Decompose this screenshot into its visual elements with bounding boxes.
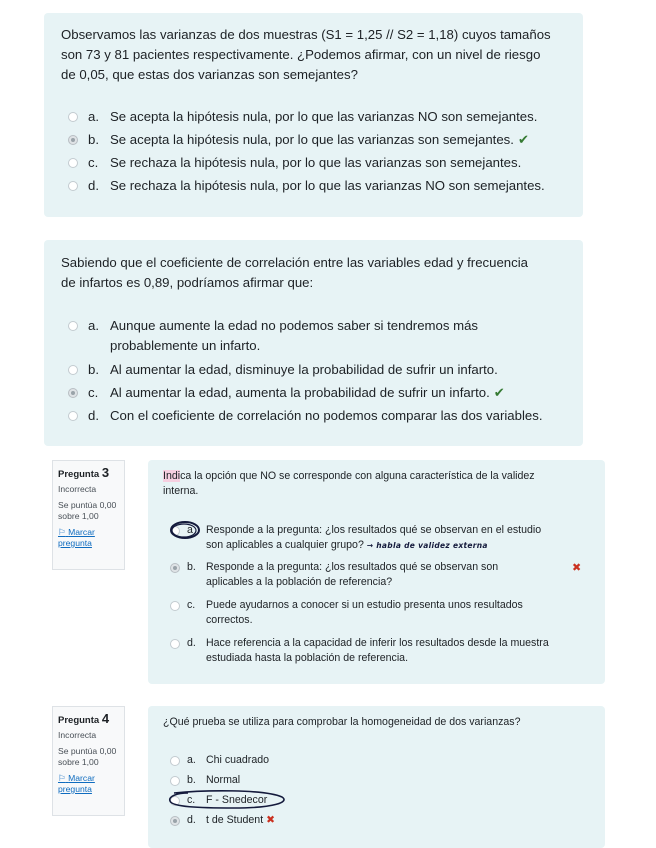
flag-label-1[interactable]: Marcar xyxy=(68,527,95,537)
question-label: Pregunta xyxy=(58,715,100,726)
q1-option-d-letter: d. xyxy=(88,178,99,193)
q2-radio-b[interactable] xyxy=(68,365,78,375)
question-3-line-2: interna. xyxy=(163,485,199,497)
q4-radio-d[interactable] xyxy=(170,816,180,826)
q4-option-c-letter: c. xyxy=(187,794,196,806)
question-score-2: sobre 1,00 xyxy=(58,757,99,767)
question-3-line-1: ca la opción que NO se corresponde con alguna característica de la validez xyxy=(180,470,535,482)
q1-option-b-text-wrap xyxy=(110,130,529,150)
q2-option-c-letter: c. xyxy=(88,385,99,400)
flag-question-link[interactable] xyxy=(58,527,119,538)
q1-radio-b[interactable] xyxy=(68,135,78,145)
q1-option-a-letter: a. xyxy=(88,109,99,124)
q2-option-c-text-wrap xyxy=(110,383,505,403)
q4-option-d-text-wrap xyxy=(206,813,275,828)
flag-label-2[interactable]: pregunta xyxy=(58,538,92,548)
question-score-2: sobre 1,00 xyxy=(58,511,99,521)
question-3-text xyxy=(163,469,603,499)
q2-radio-d[interactable] xyxy=(68,411,78,421)
q3-radio-b[interactable] xyxy=(170,563,180,573)
question-2-box xyxy=(44,240,583,446)
q2-option-b-text: Al aumentar la edad, disminuye la probabilidad de sufrir un infarto. xyxy=(110,362,498,377)
q3-option-b-text xyxy=(206,560,498,590)
q3-option-a-text xyxy=(206,523,541,553)
q1-option-c-letter: c. xyxy=(88,155,99,170)
q3-option-d-text xyxy=(206,636,549,666)
q1-option-b-text: Se acepta la hipótesis nula, por lo que las varianzas son semejantes. xyxy=(110,132,514,147)
incorrect-cross-icon: ✖ xyxy=(266,814,275,826)
q2-option-d-letter: d. xyxy=(88,408,99,423)
q3-option-d-line-2: estudiada hasta la población de referencia. xyxy=(206,652,409,664)
q1-option-a-text: Se acepta la hipótesis nula, por lo que las varianzas NO son semejantes. xyxy=(110,109,538,124)
question-3-line-1-wrap xyxy=(163,469,603,484)
q2-option-a-letter: a. xyxy=(88,318,99,333)
q4-option-b-letter: b. xyxy=(187,774,196,786)
q4-option-a-text: Chi cuadrado xyxy=(206,754,270,766)
question-4-number xyxy=(58,713,119,726)
q3-option-d-letter: d. xyxy=(187,637,196,649)
q4-option-d-text: t de Student xyxy=(206,814,264,826)
q4-option-b-text: Normal xyxy=(206,774,241,786)
question-1-line-3: de 0,05, que estas dos varianzas son semejantes? xyxy=(61,67,358,82)
flag-icon: ⚐ xyxy=(58,773,66,783)
q2-option-b-letter: b. xyxy=(88,362,99,377)
question-4-text: ¿Qué prueba se utiliza para comprobar la homogeneidad de dos varianzas? xyxy=(163,716,521,728)
question-1-box xyxy=(44,13,583,217)
q1-option-c-text: Se rechaza la hipótesis nula, por lo que las varianzas son semejantes. xyxy=(110,155,522,170)
q3-option-b-line-2: aplicables a la población de referencia? xyxy=(206,576,393,588)
q3-option-d-line-1: Hace referencia a la capacidad de inferir los resultados desde la muestra xyxy=(206,637,549,649)
q3-option-a-line-1: Responde a la pregunta: ¿los resultados qué se observan en el estudio xyxy=(206,524,542,536)
q2-option-a-line-1: Aunque aumente la edad no podemos saber si tendremos más xyxy=(110,318,479,333)
question-3-info xyxy=(52,460,125,570)
q2-option-a-text xyxy=(110,316,478,356)
question-3-number xyxy=(58,467,119,480)
q3-option-c-line-1: Puede ayudarnos a conocer si un estudio presenta unos resultados xyxy=(206,599,523,611)
q3-option-c-line-2: correctos. xyxy=(206,614,253,626)
question-3-box xyxy=(148,460,605,684)
question-number: 3 xyxy=(101,465,110,480)
question-score-1: Se puntúa 0,00 xyxy=(58,746,117,756)
question-status: Incorrecta xyxy=(58,730,97,740)
flag-label-2[interactable]: pregunta xyxy=(58,784,92,794)
q3-option-a-line-2-wrap xyxy=(206,538,541,553)
flag-label-1[interactable]: Marcar xyxy=(68,773,95,783)
handwritten-note: → habla de validez externa xyxy=(366,541,488,550)
question-status: Incorrecta xyxy=(58,484,97,494)
q3-option-b-line-1: Responde a la pregunta: ¿los resultados qué se observan son xyxy=(206,561,499,573)
q1-radio-a[interactable] xyxy=(68,112,78,122)
flag-question-link[interactable] xyxy=(58,773,119,784)
highlighted-text: Indi xyxy=(163,470,181,482)
q2-option-d-text: Con el coeficiente de correlación no podemos comparar las dos variables. xyxy=(110,408,543,423)
q2-radio-a[interactable] xyxy=(68,321,78,331)
flag-icon: ⚐ xyxy=(58,527,66,537)
question-1-line-1: Observamos las varianzas de dos muestras (S1 = 1,25 // S2 = 1,18) cuyos tamaños xyxy=(61,27,551,42)
q1-radio-d[interactable] xyxy=(68,181,78,191)
q4-option-a-letter: a. xyxy=(187,754,196,766)
q3-option-c-letter: c. xyxy=(187,599,196,611)
q3-radio-c[interactable] xyxy=(170,601,180,611)
question-2-text xyxy=(61,253,576,293)
question-2-line-2: de infartos es 0,89, podríamos afirmar que: xyxy=(61,275,314,290)
q4-option-d-letter: d. xyxy=(187,814,196,826)
q3-option-a-line-2: son aplicables a cualquier grupo? xyxy=(206,539,364,551)
q1-radio-c[interactable] xyxy=(68,158,78,168)
q3-radio-d[interactable] xyxy=(170,639,180,649)
question-label: Pregunta xyxy=(58,469,100,480)
correct-check-icon: ✔ xyxy=(517,132,529,147)
q2-radio-c[interactable] xyxy=(68,388,78,398)
q3-option-a-letter: a xyxy=(187,524,193,536)
question-1-line-2: son 73 y 81 pacientes respectivamente. ¿Podemos afirmar, con un nivel de riesgo xyxy=(61,47,541,62)
question-score-1: Se puntúa 0,00 xyxy=(58,500,117,510)
question-4-box xyxy=(148,706,605,848)
q3-option-b-letter: b. xyxy=(187,561,196,573)
circle-mark-a xyxy=(168,520,202,540)
circle-mark-c xyxy=(164,789,288,811)
question-4-info xyxy=(52,706,125,816)
q2-option-a-line-2: probablemente un infarto. xyxy=(110,338,261,353)
q4-option-c-text: F - Snedecor xyxy=(206,794,268,806)
incorrect-cross-icon: ✖ xyxy=(572,562,582,574)
question-1-text xyxy=(61,25,576,85)
question-number: 4 xyxy=(101,711,110,726)
q4-radio-b[interactable] xyxy=(170,776,180,786)
q2-option-c-text: Al aumentar la edad, aumenta la probabilidad de sufrir un infarto. xyxy=(110,385,490,400)
correct-check-icon: ✔ xyxy=(493,385,505,400)
q4-radio-a[interactable] xyxy=(170,756,180,766)
q1-option-b-letter: b. xyxy=(88,132,99,147)
q1-option-d-text: Se rechaza la hipótesis nula, por lo que las varianzas NO son semejantes. xyxy=(110,178,545,193)
question-2-line-1: Sabiendo que el coeficiente de correlación entre las variables edad y frecuencia xyxy=(61,255,528,270)
q3-option-c-text xyxy=(206,598,523,628)
